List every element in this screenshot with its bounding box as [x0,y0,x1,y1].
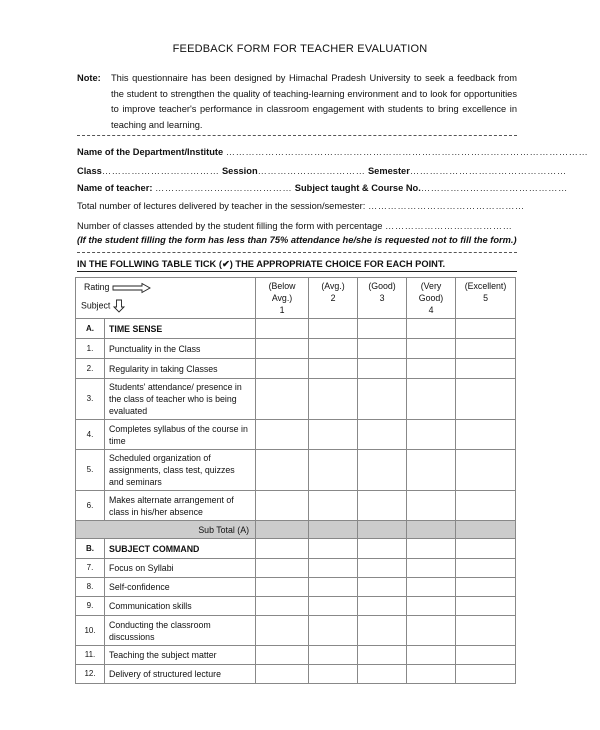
attendance-note: (If the student filling the form has less than 75% attendance he/she is requested not to fill the form.) [77,235,517,245]
rating-cell[interactable] [407,359,456,379]
subtotal-label: Sub Total (A) [76,521,256,539]
rating-cell[interactable] [456,450,516,491]
rating-cell[interactable] [256,339,309,359]
rating-cell[interactable] [309,665,358,684]
section-title: SUBJECT COMMAND [105,539,256,559]
section-id: A. [76,319,105,339]
subtotal-cell[interactable] [309,521,358,539]
rating-cell[interactable] [256,359,309,379]
rating-cell[interactable] [309,420,358,450]
table-row [76,450,516,491]
column-header: (Below Avg.) 1 [256,278,309,319]
criterion-label: Makes alternate arrangement of class in his/her absence [105,491,256,521]
rating-cell[interactable] [456,646,516,665]
rating-cell[interactable] [456,379,516,420]
rating-cell[interactable] [456,420,516,450]
session-label: Session [221,166,258,176]
rating-cell[interactable] [256,665,309,684]
table-row [76,616,516,646]
rating-cell[interactable] [456,491,516,521]
subtotal-cell[interactable] [256,521,309,539]
attended-blank[interactable]: ………………………………… [385,221,513,231]
evaluation-table [75,277,516,684]
department-label: Name of the Department/Institute [77,147,224,157]
rating-cell[interactable] [456,359,516,379]
rating-cell[interactable] [256,450,309,491]
rating-cell[interactable] [309,616,358,646]
class-session-row [77,166,567,176]
rating-cell[interactable] [456,597,516,616]
subtotal-cell[interactable] [407,521,456,539]
rating-cell[interactable] [407,665,456,684]
rating-cell[interactable] [256,420,309,450]
attended-label: Number of classes attended by the student filling the form with percentage [77,221,383,231]
rating-cell[interactable] [456,559,516,578]
row-number: 6. [76,491,105,521]
rating-cell[interactable] [309,646,358,665]
row-number: 12. [76,665,105,684]
rating-cell[interactable] [256,559,309,578]
table-row [76,359,516,379]
rating-cell[interactable] [407,420,456,450]
rating-cell[interactable] [309,450,358,491]
rating-cell[interactable] [309,597,358,616]
row-number: 8. [76,578,105,597]
section-row-b [76,539,516,559]
criterion-label: Scheduled organization of assignments, class test, quizzes and seminars [105,450,256,491]
subject-course-blank[interactable]: ……………………………………… [420,183,568,193]
column-header: (Avg.) 2 [309,278,358,319]
criterion-label: Completes syllabus of the course in time [105,420,256,450]
rating-cell[interactable] [256,616,309,646]
criterion-label: Regularity in taking Classes [105,359,256,379]
rating-cell[interactable] [456,665,516,684]
subject-label: Subject [81,300,111,311]
rating-cell[interactable] [407,379,456,420]
rating-cell[interactable] [358,616,407,646]
criterion-label: Students' attendance/ presence in the class of teacher who is being evaluated [105,379,256,420]
rating-label: Rating [84,282,110,292]
total-lectures-row [77,201,527,211]
row-number: 1. [76,339,105,359]
class-blank[interactable]: ……………………………… [101,166,220,176]
rating-cell[interactable] [256,491,309,521]
rating-cell[interactable] [358,578,407,597]
criterion-label: Teaching the subject matter [105,646,256,665]
table-row [76,665,516,684]
rating-cell[interactable] [358,665,407,684]
total-lectures-label: Total number of lectures delivered by teacher in the session/semester: [77,201,366,211]
table-instruction: IN THE FOLLWING TABLE TICK (✔) THE APPROPRIATE CHOICE FOR EACH POINT. [77,259,446,269]
rating-cell[interactable] [309,559,358,578]
table-row [76,578,516,597]
teacher-blank[interactable]: …………………………………… [155,183,293,193]
table-header-row [76,278,516,319]
table-row [76,379,516,420]
rating-subject-header [76,278,256,319]
attended-row [77,221,527,231]
table-row [76,491,516,521]
rating-cell[interactable] [456,339,516,359]
rating-cell[interactable] [358,379,407,420]
row-number: 11. [76,646,105,665]
table-row [76,420,516,450]
department-blank[interactable]: ………………………………………………………………………………………………… [225,147,589,157]
note-block [77,71,517,133]
row-number: 3. [76,379,105,420]
rating-cell[interactable] [309,578,358,597]
column-header: (Excellent) 5 [456,278,516,319]
rating-cell[interactable] [309,359,358,379]
subject-course-label: Subject taught & Course No. [294,183,421,193]
divider [77,271,517,272]
criterion-label: Communication skills [105,597,256,616]
rating-cell[interactable] [358,491,407,521]
section-id: B. [76,539,105,559]
rating-cell[interactable] [407,339,456,359]
rating-cell[interactable] [407,491,456,521]
rating-cell[interactable] [407,646,456,665]
table-row [76,646,516,665]
criterion-label: Self-confidence [105,578,256,597]
rating-cell[interactable] [309,491,358,521]
rating-cell[interactable] [407,616,456,646]
rating-cell[interactable] [256,379,309,420]
rating-cell[interactable] [309,379,358,420]
criterion-label: Punctuality in the Class [105,339,256,359]
row-number: 2. [76,359,105,379]
row-number: 10. [76,616,105,646]
subtotal-row-a [76,521,516,539]
table-row [76,339,516,359]
row-number: 5. [76,450,105,491]
rating-cell[interactable] [358,359,407,379]
divider [77,135,517,136]
criterion-label: Delivery of structured lecture [105,665,256,684]
table-row [76,597,516,616]
row-number: 4. [76,420,105,450]
rating-cell[interactable] [309,339,358,359]
rating-cell[interactable] [407,450,456,491]
section-title: TIME SENSE [105,319,256,339]
department-field [77,147,589,157]
right-arrow-icon [112,283,152,293]
rating-cell[interactable] [407,578,456,597]
teacher-label: Name of teacher: [77,183,153,193]
rating-cell[interactable] [358,597,407,616]
teacher-row [77,183,568,193]
session-blank[interactable]: …………………………… [257,166,366,176]
note-text: This questionnaire has been designed by Himachal Pradesh University to seek a feedback from the student to strengthen the quality of teaching-learning environment and to look for opportunities to improve teacher's performance in classroom engagement with students to bring excellence in teaching and learning. [111,73,517,130]
semester-blank[interactable]: ………………………………………… [409,166,567,176]
row-number: 9. [76,597,105,616]
subtotal-cell[interactable] [456,521,516,539]
down-arrow-icon [113,299,125,313]
rating-cell[interactable] [358,646,407,665]
column-header: (Good) 3 [358,278,407,319]
rating-cell[interactable] [256,646,309,665]
rating-cell[interactable] [358,339,407,359]
divider [77,252,517,253]
rating-cell[interactable] [456,578,516,597]
criterion-label: Conducting the classroom discussions [105,616,256,646]
total-lectures-blank[interactable]: ………………………………………… [367,201,525,211]
rating-cell[interactable] [256,597,309,616]
form-title: FEEDBACK FORM FOR TEACHER EVALUATION [172,43,428,55]
rating-cell[interactable] [456,616,516,646]
section-row-a [76,319,516,339]
column-header: (Very Good) 4 [407,278,456,319]
row-number: 7. [76,559,105,578]
table-row [76,559,516,578]
semester-label: Semester [367,166,410,176]
rating-cell[interactable] [407,559,456,578]
rating-cell[interactable] [358,559,407,578]
subtotal-cell[interactable] [358,521,407,539]
note-label: Note: [77,73,101,83]
class-label: Class [77,166,102,176]
rating-cell[interactable] [407,597,456,616]
rating-cell[interactable] [256,578,309,597]
rating-cell[interactable] [358,450,407,491]
criterion-label: Focus on Syllabi [105,559,256,578]
rating-cell[interactable] [358,420,407,450]
